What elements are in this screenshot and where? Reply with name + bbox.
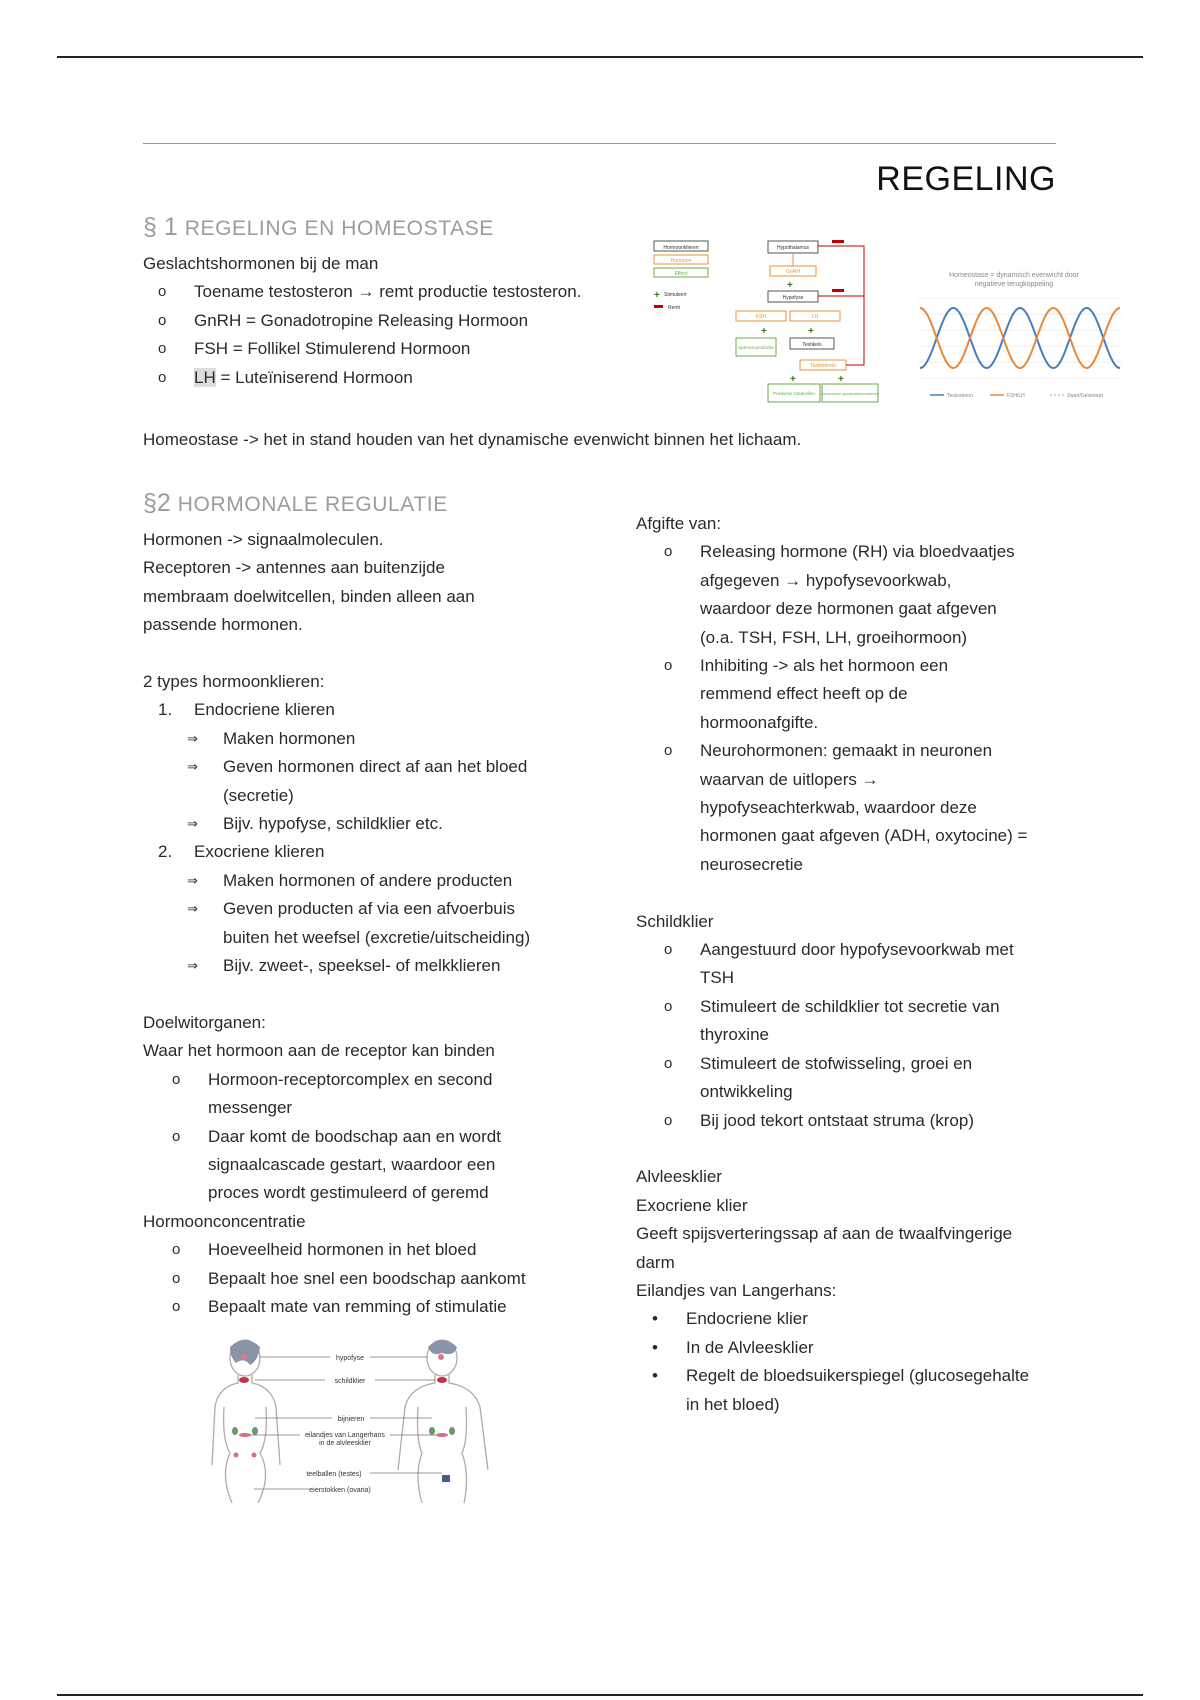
homeostasis-definition: Homeostase -> het in stand houden van het dynamische evenwicht binnen het lichaam. (143, 430, 802, 449)
sub-list-item: ⇒ Bijv. hypofyse, schildklier etc. (143, 810, 613, 838)
section1-title: REGELING EN HOMEOSTASE (184, 217, 494, 240)
sub-list-item: ⇒ Maken hormonen (143, 725, 613, 753)
dot-bullet-icon: • (652, 1337, 658, 1357)
section2-left-column: Hormonen -> signaalmoleculen. Receptoren -> antennes aan buitenzijde membraam doelwitcellen, binden alleen aan passende hormonen. 2 types hormoonklieren: 1. Endocriene klieren ⇒ Maken hormonen ⇒ Geven hormonen direct af aan het bloed (secretie) ⇒ Bijv. hypofyse, schildklier etc. 2. Exocriene klieren ⇒ Maken hormonen of andere producten ⇒ Geven producten af via een afvoerbuis buiten het weefsel (excretie/uitscheiding) ⇒ Bijv. zweet-, speeksel- of melkklieren Doelwitorganen: Waar het hormoon aan de receptor kan binden o Hormoon-receptorcomplex en second messenger o Daar komt de boodschap aan en wordt signaalcascade gestart, waardoor een proces wordt gestimuleerd of geremd Hormoonconcentratie o Hoeveelheid hormonen in het bloed o Bepaalt hoe snel een boodschap aankomt o Bepaalt mate van remming of stimulatie (143, 526, 613, 1321)
circle-bullet-icon: o (664, 657, 673, 675)
pancreas-heading: Alvleesklier (636, 1167, 722, 1187)
highlighted-term: LH (194, 367, 216, 387)
circle-bullet-icon: o (172, 1241, 181, 1259)
list-item: 1. Endocriene klieren (158, 700, 335, 720)
double-arrow-icon: ⇒ (187, 730, 198, 746)
svg-text:Sperma-productie: Sperma-productie (738, 345, 774, 350)
label-islets: eilandjes van Langerhans (305, 1432, 385, 1439)
wave-series-blue (920, 308, 1120, 368)
list-item: • Regelt de bloedsuikerspiegel (glucosegehalte in het bloed) (636, 1362, 1076, 1419)
wave-chart-title-2: negatieve terugkoppeling (974, 281, 1054, 288)
sub-list-item: ⇒ Geven hormonen direct af aan het bloed (secretie) (143, 753, 613, 810)
double-arrow-icon: ⇒ (187, 816, 198, 832)
thyroid-heading: Schildklier (636, 911, 714, 931)
sub-list-item: ⇒ Geven producten af via een afvoerbuis buiten het weefsel (excretie/uitscheiding) (143, 895, 613, 952)
svg-text:Hypofyse: Hypofyse (782, 295, 804, 301)
circle-bullet-icon: o (172, 1070, 181, 1088)
section1-intro: Geslachtshormonen bij de man (143, 254, 379, 273)
concentration-list (143, 1236, 613, 1321)
female-pituitary-dot (241, 1354, 247, 1360)
right-arrow-icon: → (357, 282, 375, 302)
list-item: • In de Alvleesklier (636, 1334, 1076, 1362)
label-pituitary: hypofyse (335, 1355, 365, 1362)
double-arrow-icon: ⇒ (187, 958, 198, 974)
islets-list (636, 1305, 1076, 1419)
feedback-line (818, 246, 864, 365)
gland-types-heading: 2 types hormoonklieren: (143, 672, 325, 692)
svg-text:GnRH: GnRH (786, 269, 800, 275)
section1-heading (143, 213, 494, 242)
list-item: o Neurohormonen: gemaakt in neuronen waarvan de uitlopers → hypofyseachterkwab, waardoor deze hormonen gaat afgeven (ADH, oxytocine) = neurosecretie (636, 737, 1076, 879)
female-hair (230, 1340, 260, 1365)
thyroid-list (636, 936, 1076, 1135)
wave-chart-title-1: Homeostase = dynamisch evenwicht door (949, 272, 1079, 279)
minus-icon (832, 289, 844, 292)
circle-bullet-icon: o (158, 368, 167, 386)
target-organs-heading: Doelwitorganen: (143, 1012, 266, 1032)
list-item: o Daar komt de boodschap aan en wordt signaalcascade gestart, waardoor een proces wordt gestimuleerd of geremd (143, 1123, 613, 1208)
list-item: o Stimuleert de stofwisseling, groei en ontwikkeling (636, 1050, 1076, 1107)
wave-series-orange (920, 308, 1120, 368)
minus-icon (832, 240, 844, 243)
section2-title: HORMONALE REGULATIE (177, 493, 448, 516)
list-item: o Releasing hormone (RH) via bloedvaatjes afgegeven → hypofysevoorkwab, waardoor deze hormonen gaat afgeven (o.a. TSH, FSH, LH, groeihormoon) (636, 538, 1076, 652)
plus-icon: + (838, 374, 844, 385)
circle-bullet-icon: o (158, 340, 167, 358)
sub-list-item: ⇒ Bijv. zweet-, speeksel- of melkklieren (143, 952, 613, 980)
male-testes (442, 1475, 450, 1482)
female-thyroid (239, 1377, 249, 1383)
plus-icon: + (761, 326, 767, 337)
double-arrow-icon: ⇒ (187, 759, 198, 775)
wave-legend-2: FSH/LH (1007, 393, 1025, 399)
circle-bullet-icon: o (172, 1127, 181, 1145)
svg-text:Secundaire geslachtskenmerken: Secundaire geslachtskenmerken (820, 391, 880, 396)
circle-bullet-icon: o (664, 1111, 673, 1129)
gland-types-list (143, 696, 613, 980)
circle-bullet-icon: o (172, 1269, 181, 1287)
list-item: o GnRH = Gonadotropine Releasing Hormoon (143, 307, 643, 335)
legend-gland-label: Hormoonklieren (663, 245, 699, 251)
plus-icon: + (654, 290, 660, 301)
list-item: o Inhibiting -> als het hormoon een remmend effect heeft op de hormoonafgifte. (636, 652, 1076, 737)
section1-list (143, 278, 643, 392)
section2-heading (143, 489, 448, 518)
wave-legend-3: Zwart/Gestreept (1067, 393, 1103, 399)
legend-effect-label: Effect (674, 271, 688, 277)
header-rule (143, 143, 1056, 144)
section2-number: §2 (143, 489, 171, 517)
female-body-outline (212, 1340, 280, 1503)
dot-bullet-icon: • (652, 1309, 658, 1329)
list-item: o Stimuleert de schildklier tot secretie van thyroxine (636, 993, 1076, 1050)
dot-bullet-icon: • (652, 1366, 658, 1386)
male-thyroid (437, 1377, 447, 1383)
hormone-feedback-diagram (650, 236, 885, 404)
list-item: 2. Exocriene klieren (158, 842, 325, 862)
plus-icon: + (808, 326, 814, 337)
hormones-definition: Hormonen -> signaalmoleculen. (143, 530, 384, 549)
circle-bullet-icon: o (664, 1054, 673, 1072)
section1-body (143, 250, 643, 392)
list-item: o Bij jood tekort ontstaat struma (krop) (636, 1107, 1076, 1135)
svg-text:Productie zaadcellen: Productie zaadcellen (773, 391, 815, 396)
concentration-heading: Hormoonconcentratie (143, 1211, 306, 1231)
legend-hormone-label: Hormoon (670, 258, 692, 264)
svg-text:Testosteron: Testosteron (810, 363, 836, 369)
homeostasis-wave-chart (900, 262, 1128, 404)
svg-text:Testikels: Testikels (802, 342, 822, 348)
list-item: o Toename testosteron → remt productie testosteron. (143, 278, 643, 306)
plus-icon: + (787, 280, 793, 291)
list-item: o Bepaalt mate van remming of stimulatie (143, 1293, 613, 1321)
circle-bullet-icon: o (158, 283, 167, 301)
legend-inhibits-label: Remt (668, 305, 680, 311)
section2-right-column: Afgifte van: o Releasing hormone (RH) via bloedvaatjes afgegeven → hypofysevoorkwab, waardoor deze hormonen gaat afgeven (o.a. TSH, FSH, LH, groeihormoon) o Inhibiting -> als het hormoon een remmend effect heeft op de hormoonafgifte. o Neurohormonen: gemaakt in neuronen waarvan de uitlopers → hypofyseachterkwab, waardoor deze hormonen gaat afgeven (ADH, oxytocine) = neurosecretie Schildklier o Aangestuurd door hypofysevoorkwab met TSH o Stimuleert de schildklier tot secretie van thyroxine o Stimuleert de stofwisseling, groei en ontwikkeling o Bij jood tekort ontstaat struma (krop) Alvleesklier Exocriene klier Geeft spijsverteringssap af aan de twaalfvingerige darm Eilandjes van Langerhans: • Endocriene klier • In de Alvleesklier • Regelt de bloedsuikerspiegel (glucosegehalte in het bloed) (636, 510, 1076, 1419)
endocrine-glands-figure (210, 1335, 500, 1505)
label-adrenals: bijnieren (337, 1416, 365, 1423)
circle-bullet-icon: o (664, 742, 673, 760)
list-item: o Hoeveelheid hormonen in het bloed (143, 1236, 613, 1264)
list-item: o Aangestuurd door hypofysevoorkwab met TSH (636, 936, 1076, 993)
minus-icon (654, 305, 663, 308)
release-list (636, 538, 1076, 879)
page-bottom-rule (57, 1694, 1143, 1696)
svg-text:LH: LH (811, 314, 819, 320)
plus-icon: + (790, 374, 796, 385)
circle-bullet-icon: o (664, 997, 673, 1015)
list-item: o Bepaalt hoe snel een boodschap aankomt (143, 1265, 613, 1293)
page-top-rule (57, 56, 1143, 58)
male-pituitary-dot (438, 1354, 444, 1360)
label-islets-location: in de alvleesklier (319, 1440, 371, 1447)
circle-bullet-icon: o (664, 543, 673, 561)
list-item: o FSH = Follikel Stimulerend Hormoon (143, 335, 643, 363)
figure-leader-lines (250, 1357, 442, 1489)
legend-stimulates-label: Stimuleert (664, 292, 687, 298)
circle-bullet-icon: o (172, 1297, 181, 1315)
svg-text:FSH: FSH (756, 314, 766, 320)
target-organs-list (143, 1066, 613, 1208)
svg-text:Hypothalamus: Hypothalamus (777, 245, 809, 251)
double-arrow-icon: ⇒ (187, 872, 198, 888)
circle-bullet-icon: o (158, 311, 167, 329)
section1-number: § 1 (143, 213, 178, 241)
label-thyroid: schildklier (334, 1378, 366, 1385)
male-hair (428, 1340, 457, 1354)
circle-bullet-icon: o (664, 941, 673, 959)
release-heading: Afgifte van: (636, 514, 722, 533)
list-item: • Endocriene klier (636, 1305, 1076, 1333)
label-ovaries: eierstokken (ovaria) (309, 1487, 371, 1494)
document-title: REGELING (876, 160, 1056, 198)
list-item: o Hormoon-receptorcomplex en second messenger (143, 1066, 613, 1123)
label-testes: teelballen (testes) (306, 1471, 362, 1478)
double-arrow-icon: ⇒ (187, 901, 198, 917)
wave-legend-1: Testosteron (947, 393, 973, 399)
list-item: o LH = Luteïniserend Hormoon (143, 364, 643, 392)
sub-list-item: ⇒ Maken hormonen of andere producten (143, 867, 613, 895)
